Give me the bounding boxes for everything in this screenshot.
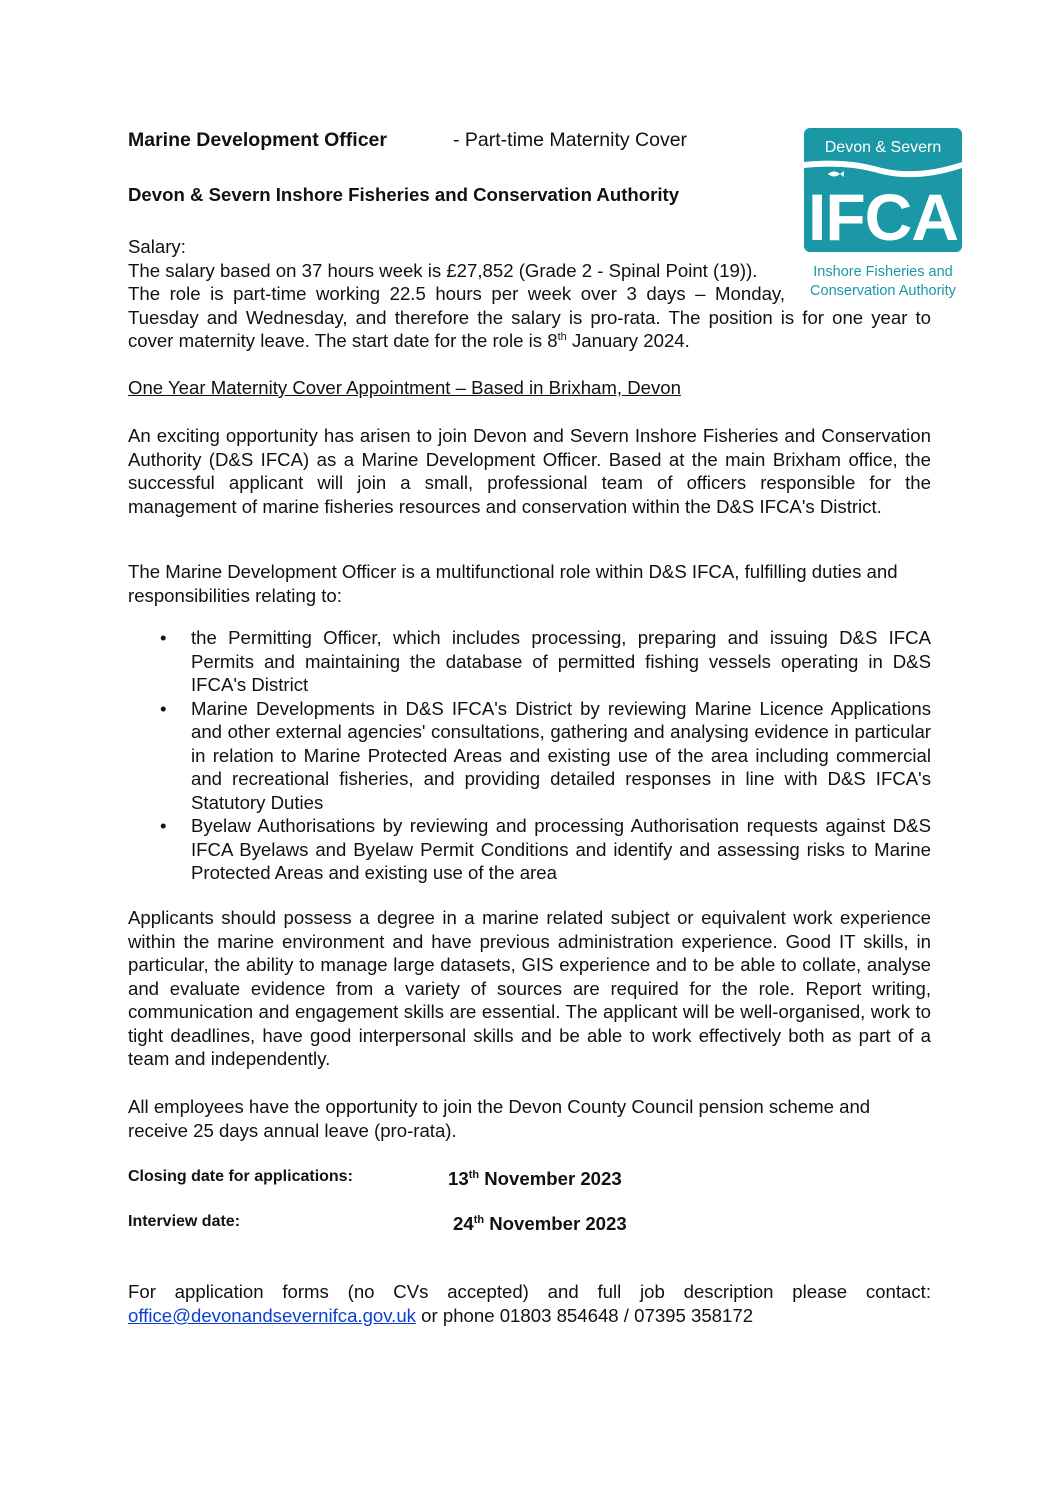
logo-line-2: Conservation Authority xyxy=(810,283,956,299)
duty-text: Byelaw Authorisations by reviewing and processing Authorisation requests against D&S IFCA Byelaws and Byelaw Permit Conditions and identify and assessing risks to Marine Protected Areas and existing use of the area xyxy=(191,815,931,883)
salary-label: Salary: xyxy=(128,236,186,257)
phone-numbers: or phone 01803 854648 / 07395 358172 xyxy=(415,1305,754,1326)
salary-line-4 xyxy=(128,330,690,352)
closing-date-label: Closing date for applications: xyxy=(128,1168,353,1185)
interview-date-value xyxy=(453,1213,627,1235)
contact-line: For application forms (no CVs accepted) and full job description please contact: xyxy=(128,1281,931,1302)
role-subtitle: - Part-time Maternity Cover xyxy=(453,129,688,151)
salary-line-1: The salary based on 37 hours week is £27,852 (Grade 2 - Spinal Point (19)). xyxy=(128,260,758,281)
closing-date-value xyxy=(448,1168,622,1190)
role-intro-paragraph: The Marine Development Officer is a multifunctional role within D&S IFCA, fulfilling duties and responsibilities relating to: xyxy=(128,561,898,606)
duty-text: the Permitting Officer, which includes processing, preparing and issuing D&S IFCA Permits and maintaining the database of permitted fishing vessels operating in D&S IFCA's District xyxy=(191,627,931,695)
logo-ifca-text: IFCA xyxy=(808,180,958,254)
bullet-icon: • xyxy=(160,697,167,719)
ifca-logo xyxy=(804,128,962,308)
duty-text: Marine Developments in D&S IFCA's District by reviewing Marine Licence Applications and other external agencies' consultations, gathering and analysing evidence in particular in relation to Marine Protected Areas and existing use of the area including commercial and recreational fisheries, and providing detailed responses in line with D&S IFCA's Statutory Duties xyxy=(191,697,931,813)
closing-month: November 2023 xyxy=(479,1168,622,1189)
closing-day: 13 xyxy=(448,1168,469,1189)
interview-date-label: Interview date: xyxy=(128,1213,241,1230)
requirements-paragraph: Applicants should possess a degree in a marine related subject or equivalent work experience within the marine environment and have previous administration experience. Good IT skills, in particular, the ability to manage large datasets, GIS experience and to be able to collate, analyse and evaluate evidence from a variety of sources are required for the role. Report writing, communication and engagement skills are essential. The applicant will be well-organised, work to tight deadlines, have good interpersonal skills and be able to work effectively both as part of a team and independently. xyxy=(128,907,931,1069)
logo-top-text: Devon & Severn xyxy=(824,139,942,156)
interview-month: November 2023 xyxy=(484,1213,627,1234)
interview-suffix: th xyxy=(473,1214,485,1226)
interview-day: 24 xyxy=(453,1213,474,1234)
bullet-icon: • xyxy=(160,627,167,648)
role-title: Marine Development Officer xyxy=(128,129,387,151)
organisation-name: Devon & Severn Inshore Fisheries and Conservation Authority xyxy=(128,184,680,205)
bullet-icon: • xyxy=(160,815,167,836)
ifca-logo-graphic xyxy=(804,128,962,303)
start-date-suffix: th xyxy=(557,331,567,343)
closing-suffix: th xyxy=(468,1169,480,1181)
start-date-text: cover maternity leave. The start date for the role is 8 xyxy=(128,330,558,351)
list-item xyxy=(128,814,931,885)
salary-line-2: The role is part-time working 22.5 hours per week over 3 days – Monday, xyxy=(128,283,785,304)
intro-paragraph: An exciting opportunity has arisen to join Devon and Severn Inshore Fisheries and Conservation Authority (D&S IFCA) as a Marine Development Officer. Based at the main Brixham office, the successful applicant will join a small, professional team of officers responsible for the management of marine fisheries resources and conservation within the D&S IFCA's District. xyxy=(128,425,931,517)
start-date-year: January 2024. xyxy=(566,330,690,351)
list-item xyxy=(128,626,931,697)
contact-details xyxy=(128,1305,753,1327)
duties-list xyxy=(128,626,931,885)
salary-line-3: Tuesday and Wednesday, and therefore the salary is pro-rata. The position is for one year to xyxy=(128,307,931,328)
benefits-paragraph: All employees have the opportunity to join the Devon County Council pension scheme and receive 25 days annual leave (pro-rata). xyxy=(128,1096,871,1141)
email-link[interactable]: office@devonandsevernifca.gov.uk xyxy=(128,1305,416,1326)
list-item xyxy=(128,697,931,815)
appointment-heading: One Year Maternity Cover Appointment – Based in Brixham, Devon xyxy=(128,377,681,398)
logo-line-1: Inshore Fisheries and xyxy=(813,264,953,280)
